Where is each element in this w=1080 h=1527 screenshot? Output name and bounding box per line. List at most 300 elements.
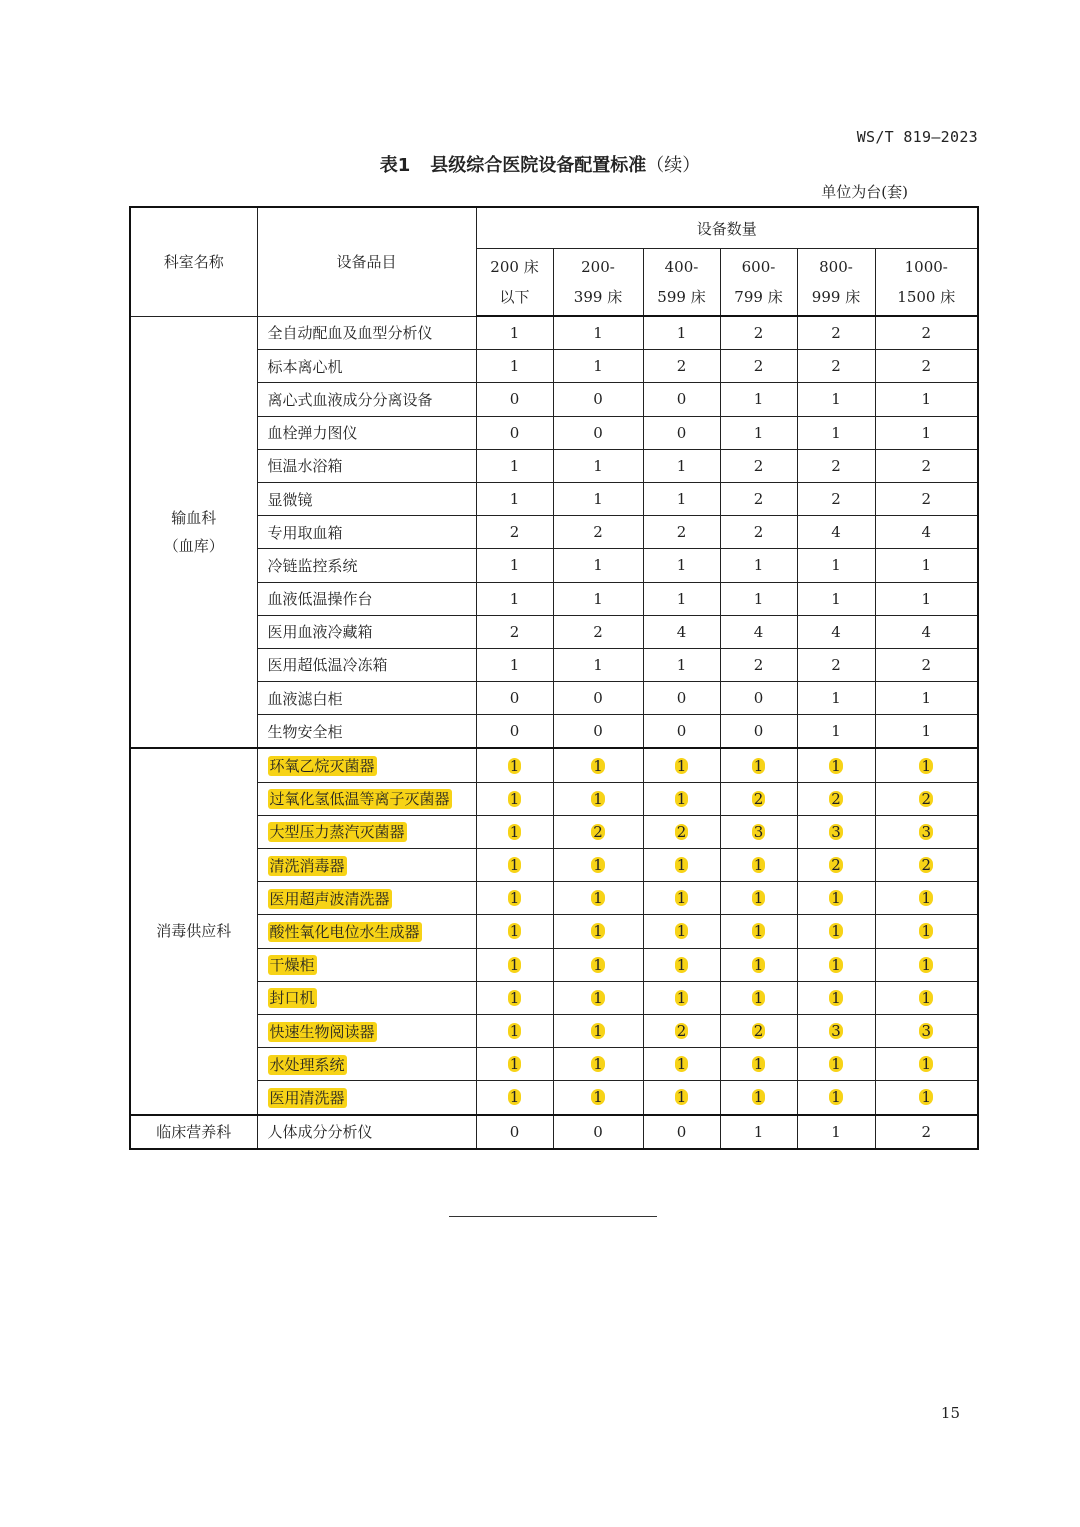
quantity-cell: [720, 516, 797, 549]
quantity-cell: [720, 1048, 797, 1081]
quantity-cell: [797, 383, 875, 416]
quantity-cell: [476, 1048, 553, 1081]
quantity-value: 3: [753, 822, 764, 841]
equipment-table: [129, 206, 979, 1150]
quantity-value: 0: [593, 423, 603, 442]
table-row: [130, 849, 978, 882]
quantity-cell: [643, 948, 720, 981]
item-cell: [257, 449, 476, 482]
quantity-value: 1: [753, 1055, 764, 1074]
quantity-value: 1: [593, 324, 603, 343]
quantity-value: 1: [676, 589, 687, 608]
table-title: [0, 151, 1080, 177]
item-cell: [257, 882, 476, 915]
quantity-value: 2: [831, 456, 841, 475]
quantity-cell: [797, 815, 875, 848]
quantity-cell: [476, 449, 553, 482]
quantity-value: 4: [921, 622, 932, 641]
item-name: 恒温水浴箱: [267, 457, 343, 476]
item-cell: [257, 316, 476, 350]
quantity-cell: [476, 915, 553, 948]
quantity-value: 1: [831, 988, 841, 1007]
quantity-cell: [797, 648, 875, 681]
quantity-value: 1: [509, 456, 520, 475]
table-title-suffix: （续）: [646, 155, 701, 176]
quantity-cell: [643, 1081, 720, 1115]
quantity-value: 0: [509, 722, 520, 741]
quantity-value: 1: [921, 756, 932, 775]
item-name: 水处理系统: [269, 1055, 345, 1074]
quantity-cell: [797, 715, 875, 749]
quantity-value: 0: [676, 689, 687, 708]
item-name: 封口机: [269, 989, 315, 1008]
dept-cell: [130, 748, 257, 1114]
quantity-value: 1: [509, 1055, 520, 1074]
quantity-cell: [875, 648, 978, 681]
item-cell: [257, 482, 476, 515]
quantity-cell: [797, 416, 875, 449]
quantity-cell: [720, 383, 797, 416]
quantity-value: 1: [831, 423, 841, 442]
quantity-value: 1: [831, 589, 841, 608]
quantity-cell: [875, 915, 978, 948]
quantity-cell: [476, 948, 553, 981]
quantity-value: 2: [921, 856, 932, 875]
quantity-value: 1: [831, 722, 841, 741]
quantity-value: 2: [753, 324, 764, 343]
quantity-value: 1: [753, 589, 764, 608]
quantity-value: 4: [676, 622, 687, 641]
quantity-cell: [553, 1014, 643, 1047]
quantity-value: 1: [593, 357, 603, 376]
quantity-value: 1: [509, 490, 520, 509]
quantity-value: 1: [921, 955, 932, 974]
item-cell: [257, 416, 476, 449]
quantity-cell: [553, 782, 643, 815]
quantity-value: 1: [509, 955, 520, 974]
bed-range-line2: 999 床: [811, 288, 861, 306]
quantity-value: 1: [753, 1088, 764, 1107]
bed-range-line1: 200 床: [490, 258, 539, 276]
quantity-value: 1: [921, 689, 932, 708]
quantity-value: 1: [831, 889, 841, 908]
quantity-cell: [643, 416, 720, 449]
item-name: 过氧化氢低温等离子灭菌器: [269, 790, 450, 809]
quantity-value: 1: [676, 756, 687, 775]
table-row: [130, 648, 978, 681]
quantity-cell: [797, 1014, 875, 1047]
quantity-value: 1: [593, 456, 603, 475]
quantity-cell: [476, 416, 553, 449]
quantity-value: 1: [593, 955, 603, 974]
quantity-cell: [797, 615, 875, 648]
quantity-cell: [720, 815, 797, 848]
bed-range-line1: 200-: [581, 258, 615, 276]
quantity-value: 0: [509, 1122, 520, 1141]
quantity-value: 1: [593, 1088, 603, 1107]
quantity-cell: [643, 516, 720, 549]
quantity-cell: [476, 648, 553, 681]
table-row: [130, 882, 978, 915]
quantity-value: 1: [593, 556, 603, 575]
table-row: [130, 516, 978, 549]
quantity-value: 1: [753, 556, 764, 575]
quantity-value: 1: [753, 988, 764, 1007]
table-row: [130, 316, 978, 350]
quantity-value: 1: [509, 655, 520, 674]
quantity-cell: [476, 849, 553, 882]
quantity-cell: [553, 316, 643, 350]
quantity-cell: [476, 1014, 553, 1047]
quantity-value: 2: [509, 622, 520, 641]
quantity-cell: [476, 782, 553, 815]
item-cell: [257, 715, 476, 749]
quantity-cell: [720, 682, 797, 715]
quantity-value: 1: [509, 324, 520, 343]
quantity-value: 1: [509, 357, 520, 376]
quantity-value: 2: [753, 490, 764, 509]
quantity-cell: [553, 748, 643, 782]
item-cell: [257, 682, 476, 715]
item-name: 人体成分分析仪: [267, 1123, 373, 1142]
dept-name: 消毒供应科: [156, 922, 232, 941]
quantity-value: 1: [921, 589, 932, 608]
quantity-cell: [476, 1081, 553, 1115]
item-name: 医用清洗器: [269, 1088, 345, 1107]
item-name: 快速生物阅读器: [269, 1022, 375, 1041]
quantity-cell: [553, 350, 643, 383]
quantity-cell: [797, 915, 875, 948]
header-dept: 科室名称: [130, 207, 257, 316]
quantity-value: 1: [753, 423, 764, 442]
quantity-cell: [553, 882, 643, 915]
quantity-value: 1: [509, 556, 520, 575]
unit-note: 单位为台(套): [821, 183, 908, 201]
quantity-value: 2: [676, 1022, 687, 1041]
quantity-cell: [875, 981, 978, 1014]
quantity-cell: [643, 915, 720, 948]
item-cell: [257, 981, 476, 1014]
quantity-cell: [797, 449, 875, 482]
table-row: [130, 782, 978, 815]
header-bed-range: [476, 249, 553, 317]
item-cell: [257, 350, 476, 383]
item-cell: [257, 516, 476, 549]
table-row: [130, 1081, 978, 1115]
quantity-cell: [797, 482, 875, 515]
quantity-value: 1: [593, 589, 603, 608]
quantity-cell: [875, 416, 978, 449]
quantity-value: 1: [921, 988, 932, 1007]
quantity-value: 2: [921, 324, 932, 343]
table-row: [130, 615, 978, 648]
quantity-cell: [476, 383, 553, 416]
quantity-value: 1: [676, 955, 687, 974]
quantity-value: 1: [831, 1055, 841, 1074]
quantity-cell: [720, 316, 797, 350]
quantity-cell: [553, 615, 643, 648]
header-bed-range: [553, 249, 643, 317]
quantity-cell: [476, 748, 553, 782]
quantity-cell: [797, 882, 875, 915]
table-row: [130, 682, 978, 715]
quantity-value: 1: [676, 1055, 687, 1074]
quantity-cell: [553, 648, 643, 681]
quantity-value: 1: [831, 955, 841, 974]
quantity-cell: [553, 582, 643, 615]
quantity-value: 1: [509, 756, 520, 775]
quantity-cell: [553, 482, 643, 515]
quantity-value: 1: [509, 789, 520, 808]
item-cell: [257, 615, 476, 648]
quantity-value: 2: [831, 789, 841, 808]
table-row: [130, 383, 978, 416]
quantity-value: 2: [753, 456, 764, 475]
quantity-value: 2: [831, 324, 841, 343]
quantity-cell: [553, 449, 643, 482]
quantity-value: 2: [921, 655, 932, 674]
quantity-cell: [643, 715, 720, 749]
dept-cell: [130, 316, 257, 748]
table-title-text: 县级综合医院设备配置标准: [430, 155, 647, 176]
quantity-value: 1: [676, 889, 687, 908]
table-number: 表1: [379, 155, 411, 176]
end-rule: [449, 1216, 657, 1217]
quantity-value: 1: [593, 655, 603, 674]
quantity-value: 4: [753, 622, 764, 641]
item-name: 血液滤白柜: [267, 689, 343, 708]
quantity-cell: [875, 849, 978, 882]
quantity-cell: [643, 582, 720, 615]
quantity-value: 1: [676, 324, 687, 343]
bed-range-line2: 399 床: [573, 288, 623, 306]
page-number: 15: [940, 1404, 960, 1422]
quantity-value: 2: [753, 523, 764, 542]
quantity-cell: [720, 582, 797, 615]
quantity-cell: [797, 849, 875, 882]
bed-range-line1: 600-: [741, 258, 776, 276]
item-cell: [257, 1014, 476, 1047]
quantity-value: 1: [676, 856, 687, 875]
quantity-value: 2: [831, 490, 841, 509]
quantity-value: 2: [921, 456, 932, 475]
quantity-cell: [797, 549, 875, 582]
quantity-cell: [875, 1115, 978, 1149]
quantity-cell: [875, 1081, 978, 1115]
quantity-cell: [476, 350, 553, 383]
quantity-cell: [875, 615, 978, 648]
quantity-value: 1: [593, 988, 603, 1007]
quantity-value: 2: [831, 655, 841, 674]
quantity-cell: [797, 516, 875, 549]
quantity-cell: [720, 915, 797, 948]
quantity-cell: [720, 882, 797, 915]
quantity-cell: [720, 849, 797, 882]
quantity-cell: [875, 948, 978, 981]
quantity-cell: [553, 915, 643, 948]
quantity-value: 0: [509, 390, 520, 409]
quantity-value: 1: [831, 1088, 841, 1107]
quantity-cell: [875, 815, 978, 848]
quantity-cell: [875, 316, 978, 350]
quantity-cell: [476, 615, 553, 648]
dept-name: 输血科: [171, 508, 217, 527]
quantity-value: 1: [753, 856, 764, 875]
quantity-value: 0: [753, 722, 764, 741]
item-cell: [257, 748, 476, 782]
quantity-cell: [720, 1115, 797, 1149]
quantity-value: 1: [676, 655, 687, 674]
quantity-cell: [553, 416, 643, 449]
quantity-cell: [720, 1014, 797, 1047]
table-row: [130, 1014, 978, 1047]
quantity-cell: [875, 350, 978, 383]
quantity-value: 1: [921, 922, 932, 941]
quantity-value: 2: [753, 655, 764, 674]
quantity-value: 2: [676, 357, 687, 376]
quantity-cell: [720, 782, 797, 815]
item-cell: [257, 915, 476, 948]
quantity-cell: [553, 715, 643, 749]
quantity-cell: [875, 449, 978, 482]
quantity-cell: [720, 948, 797, 981]
quantity-cell: [797, 350, 875, 383]
item-name: 大型压力蒸汽灭菌器: [269, 823, 405, 842]
quantity-cell: [875, 1014, 978, 1047]
header-bed-range: [797, 249, 875, 317]
item-cell: [257, 948, 476, 981]
quantity-value: 1: [921, 722, 932, 741]
quantity-cell: [643, 748, 720, 782]
quantity-value: 1: [593, 490, 603, 509]
quantity-value: 2: [921, 1122, 932, 1141]
quantity-value: 3: [831, 822, 841, 841]
quantity-value: 1: [509, 856, 520, 875]
table-row: [130, 449, 978, 482]
quantity-cell: [643, 383, 720, 416]
quantity-value: 1: [921, 1088, 932, 1107]
item-cell: [257, 549, 476, 582]
quantity-cell: [476, 582, 553, 615]
quantity-value: 4: [831, 523, 841, 542]
quantity-cell: [720, 715, 797, 749]
quantity-cell: [553, 549, 643, 582]
quantity-cell: [643, 1048, 720, 1081]
quantity-cell: [797, 782, 875, 815]
item-cell: [257, 1048, 476, 1081]
quantity-cell: [720, 449, 797, 482]
quantity-value: 1: [509, 1022, 520, 1041]
quantity-cell: [643, 782, 720, 815]
item-name: 冷链监控系统: [267, 556, 358, 575]
standard-code: WS/T 819—2023: [856, 128, 978, 146]
quantity-value: 3: [831, 1022, 841, 1041]
quantity-cell: [797, 316, 875, 350]
item-name: 医用超声波清洗器: [269, 889, 390, 908]
quantity-value: 1: [921, 1055, 932, 1074]
quantity-cell: [720, 416, 797, 449]
table-row: [130, 981, 978, 1014]
quantity-value: 1: [753, 1122, 764, 1141]
table-row: [130, 549, 978, 582]
quantity-cell: [643, 981, 720, 1014]
item-name: 血栓弹力图仪: [267, 424, 358, 443]
quantity-cell: [797, 1048, 875, 1081]
quantity-cell: [875, 582, 978, 615]
quantity-cell: [875, 1048, 978, 1081]
quantity-cell: [720, 615, 797, 648]
quantity-cell: [875, 682, 978, 715]
quantity-cell: [553, 1048, 643, 1081]
item-cell: [257, 1115, 476, 1149]
quantity-cell: [797, 1081, 875, 1115]
quantity-cell: [476, 1115, 553, 1149]
bed-range-line2: 799 床: [734, 288, 783, 306]
quantity-cell: [797, 948, 875, 981]
quantity-cell: [553, 849, 643, 882]
item-name: 全自动配血及血型分析仪: [267, 324, 433, 343]
quantity-cell: [476, 815, 553, 848]
quantity-cell: [643, 449, 720, 482]
quantity-cell: [720, 549, 797, 582]
quantity-value: 0: [753, 689, 764, 708]
quantity-value: 1: [753, 955, 764, 974]
quantity-cell: [875, 383, 978, 416]
bed-range-line2: 1500 床: [897, 288, 956, 306]
quantity-cell: [553, 682, 643, 715]
quantity-value: 0: [509, 689, 520, 708]
table-row: [130, 582, 978, 615]
quantity-value: 2: [921, 789, 932, 808]
quantity-cell: [875, 715, 978, 749]
quantity-cell: [476, 316, 553, 350]
quantity-value: 1: [921, 423, 932, 442]
bed-range-line2: 以下: [499, 288, 530, 306]
quantity-value: 0: [676, 722, 687, 741]
quantity-value: 1: [509, 822, 520, 841]
quantity-cell: [720, 981, 797, 1014]
quantity-value: 1: [509, 988, 520, 1007]
quantity-cell: [720, 482, 797, 515]
item-name: 干燥柜: [269, 956, 315, 975]
quantity-cell: [553, 948, 643, 981]
quantity-value: 2: [753, 789, 764, 808]
quantity-value: 3: [921, 822, 932, 841]
item-name: 医用超低温冷冻箱: [267, 656, 388, 675]
quantity-value: 2: [593, 523, 603, 542]
quantity-cell: [797, 1115, 875, 1149]
quantity-cell: [553, 516, 643, 549]
quantity-value: 2: [831, 357, 841, 376]
quantity-value: 1: [676, 490, 687, 509]
quantity-cell: [797, 981, 875, 1014]
header-qty: 设备数量: [476, 207, 978, 249]
quantity-value: 2: [753, 357, 764, 376]
table-row: [130, 1115, 978, 1149]
quantity-value: 1: [593, 922, 603, 941]
quantity-value: 0: [509, 423, 520, 442]
quantity-value: 1: [593, 756, 603, 775]
quantity-value: 2: [753, 1022, 764, 1041]
table-row: [130, 948, 978, 981]
quantity-cell: [875, 549, 978, 582]
quantity-value: 1: [593, 1022, 603, 1041]
quantity-value: 2: [676, 822, 687, 841]
item-name: 清洗消毒器: [269, 856, 345, 875]
quantity-cell: [643, 882, 720, 915]
quantity-cell: [643, 350, 720, 383]
quantity-cell: [797, 582, 875, 615]
